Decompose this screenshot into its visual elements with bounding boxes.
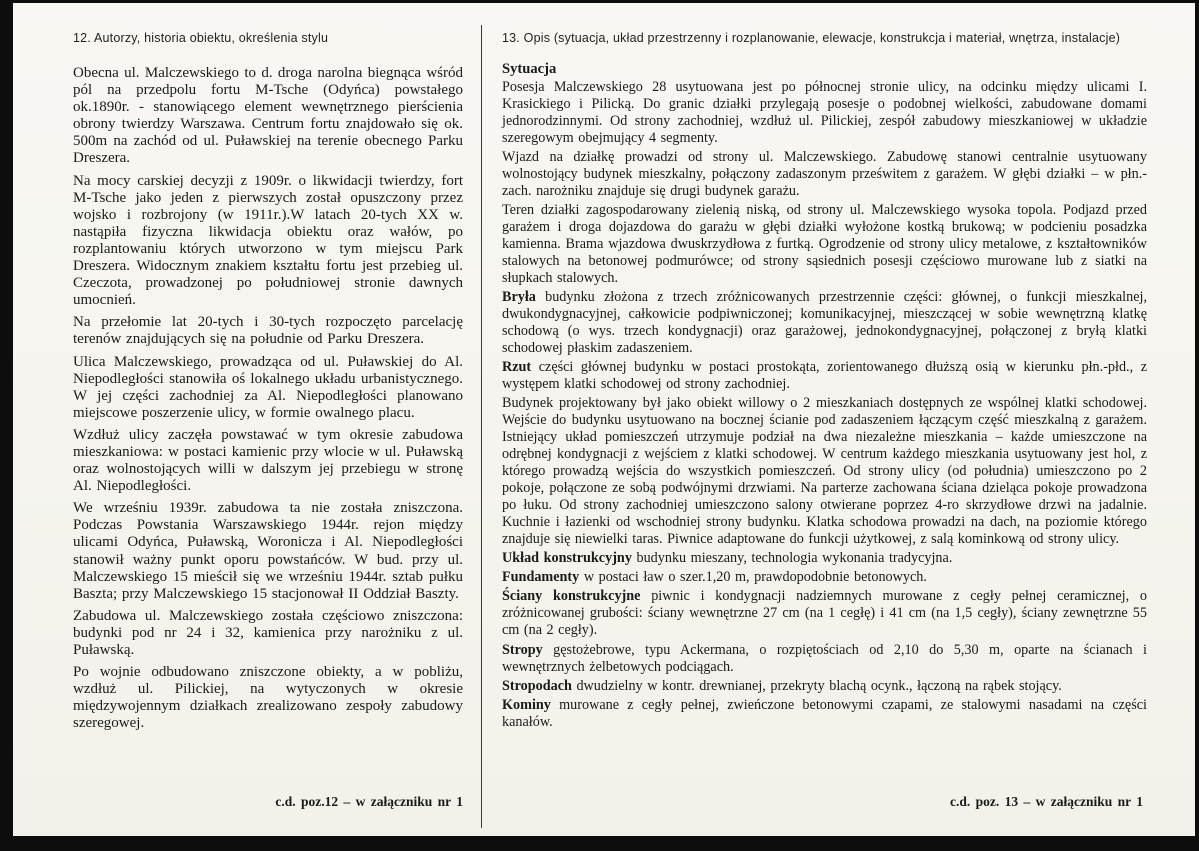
bold-lead: Bryła (502, 288, 536, 305)
bold-lead: Ściany konstrukcyjne (502, 588, 641, 605)
paragraph: Wjazd na działkę prowadzi od strony ul. Malczewskiego. Zabudowę stanowi centralnie usytuowany wolnostojący budynek mieszkalny, połączony zadaszonym prześwitem z garażem. W głębi działki – w płn.-zach. narożniku znajduje się drugi budynek garażu. (502, 148, 1147, 199)
paragraph: Obecna ul. Malczewskiego to d. droga narolna biegnąca wśród pól na przedpolu fortu M-Tsche (Odyńca) powstałego ok.1890r. - stanowiącego element wewnętrznego pierścienia obrony twierdzy Warszawa. Centrum fortu znajdowało się ok. 500m na zachód od ul. Puławskiej na terenie obecnego Parku Dreszera. (73, 65, 463, 167)
paragraph: Budynek projektowany był jako obiekt willowy o 2 mieszkaniach dostępnych ze wspólnej klatki schodowej. Wejście do budynku usytuowano na bocznej ścianie pod zadaszeniem łączącym część mieszkalną z garażem. Istniejący układ pomieszczeń utrzymuje podział na dwa niezależne mieszkania – każde umieszczone na odrębnej kondygnacji z wejściem z klatki schodowej. W centrum każdego mieszkania usytuowany jest hol, z którego prowadzą wejścia do wszystkich pomieszczeń. Od strony ulicy (od południa) umieszczono po 2 pokoje, połączone ze sobą podwójnymi drzwiami. Na parterze zachowana ściana dzieląca pokoje prowadzona po łuku. Od strony zachodniej umieszczono salony otwierane poprzez 4-ro skrzydłowe drzwi na jadalnie. Kuchnie i łazienki od wschodniej strony budynku. Klatka schodowa prowadzi na dach, na poziomie którego znajduje się niewielki taras. Piwnice adaptowane do funkcji użytkowej, z salą kominkową od strony ulicy. (502, 395, 1147, 548)
subsection-heading (502, 61, 1147, 79)
left-column (73, 31, 481, 824)
paragraph: Ściany konstrukcyjne piwnic i kondygnacji nadziemnych murowane z cegły pełnej ceramicznej, o zróżnicowanej grubości: ściany wewnętrzne 27 cm (na 1 cegłę) i 41 cm (na 1,5 cegły), ściany zewnętrzne 55 cm (na 2 cegły). (502, 588, 1147, 639)
paragraph: Posesja Malczewskiego 28 usytuowana jest po północnej stronie ulicy, na odcinku między ulicami I. Krasickiego i Pilicką. Do granic działki przylegają posesje o podobnej wielkości, zabudowane domami jednorodzinnymi. Od strony zachodniej, wzdłuż ul. Pilickiej, zespół zabudowy mieszkaniowej w układzie szeregowym obejmujący 4 segmenty. (502, 78, 1147, 146)
right-paragraphs (502, 61, 1147, 794)
paragraph: Układ konstrukcyjny budynku mieszany, technologia wykonania tradycyjna. (502, 550, 953, 567)
bold-lead: Kominy (502, 696, 551, 713)
right-column (482, 31, 1147, 824)
bold-lead: Układ konstrukcyjny (502, 550, 632, 567)
right-section-header: 13. Opis (sytuacja, układ przestrzenny i rozplanowanie, elewacje, konstrukcja i materiał, wnętrza, instalacje) (502, 31, 1121, 45)
paragraph: Stropy gęstożebrowe, typu Ackermana, o rozpiętościach od 2,10 do 5,30 m, oparte na ścianach i wewnętrznych żelbetowych podciągach. (502, 641, 1147, 675)
left-section-header: 12. Autorzy, historia obiektu, określenia stylu (73, 31, 329, 45)
left-footer-note: c.d. poz.12 – w załączniku nr 1 (275, 794, 463, 809)
bold-lead: Fundamenty (502, 569, 580, 586)
paragraph: Rzut części głównej budynku w postaci prostokąta, zorientowanego dłuższą osią w kierunku płn.-płd., z występem klatki schodowej od strony zachodniej. (502, 359, 1147, 393)
bold-lead: Stropodach (502, 677, 572, 694)
page-content (13, 3, 1195, 836)
left-paragraphs (73, 65, 463, 794)
bold-lead: Sytuacja (502, 61, 557, 77)
paragraph: Stropodach dwudzielny w kontr. drewnianej, przekryty blachą ocynk., łączoną na rąbek stojący. (502, 677, 1062, 694)
bold-lead: Rzut (502, 359, 532, 375)
paragraph: Po wojnie odbudowano zniszczone obiekty, a w pobliżu, wzdłuż ul. Pilickiej, na wytyczonych w okresie międzywojennym działkach zrealizowano zespoły zabudowy szeregowej. (73, 664, 463, 732)
paragraph: Fundamenty w postaci ław o szer.1,20 m, prawdopodobnie betonowych. (502, 569, 927, 586)
paragraph: Na przełomie lat 20-tych i 30-tych rozpoczęto parcelację terenów znajdujących się na południe od Parku Dreszera. (73, 314, 463, 348)
paragraph: We wrześniu 1939r. zabudowa ta nie została zniszczona. Podczas Powstania Warszawskiego 1944r. rejon między ulicami Odyńca, Puławską, Woronicza i Al. Niepodległości stanowił ważny punkt oporu powstańców. W bud. przy ul. Malczewskiego 15 mieścił się we wrześniu 1944r. sztab pułku Baszta; przy Malczewskiego 15 stacjonował II Oddział Baszty. (73, 500, 463, 602)
paragraph: Teren działki zagospodarowany zielenią niską, od strony ul. Malczewskiego wysoka topola. Podjazd przed garażem i droga dojazdowa do garażu w głębi działki wyłożone kostką brukową; w podcieniu posadzka kamienna. Brama wjazdowa dwuskrzydłowa z furtką. Ogrodzenie od strony ulicy metalowe, z kształtowników stalowych na betonowej podmurówce; od strony sąsiednich posesji częściowo murowane lub z siatki na słupkach stalowych. (502, 201, 1147, 286)
right-footer-note: c.d. poz. 13 – w załączniku nr 1 (949, 794, 1143, 809)
bold-lead: Stropy (502, 641, 543, 658)
paragraph: Zabudowa ul. Malczewskiego została częściowo zniszczona: budynki pod nr 24 i 32, kamienica przy narożniku z ul. Puławską. (73, 607, 463, 658)
paragraph: Bryła budynku złożona z trzech zróżnicowanych przestrzennie części: głównej, o funkcji mieszkalnej, dwukondygnacyjnej, całkowicie podpiwniczonej; komunikacyjnej, mieszczącej w sobie wewnętrzną klatkę schodową (o wys. trzech kondygnacji) oraz garażowej, jednokondygnacyjnej, połączonej z bryłą klatki schodowej płaskim zadaszeniem. (502, 288, 1147, 356)
paragraph: Kominy murowane z cegły pełnej, zwieńczone betonowymi czapami, ze stalowymi nasadami na części kanałów. (502, 696, 1147, 730)
paragraph: Wzdłuż ulicy zaczęła powstawać w tym okresie zabudowa mieszkaniowa: w postaci kamienic przy wlocie w ul. Puławską oraz wolnostojących willi w dalszym jej przebiegu w stronę Al. Niepodległości. (73, 426, 463, 495)
paragraph: Na mocy carskiej decyzji z 1909r. o likwidacji twierdzy, fort M-Tsche jako jeden z pierwszych został opuszczony przez wojsko i rozbrojony (w 1911r.).W latach 20-tych XX w. nastąpiła fizyczna likwidacja obiektu oraz wałów, po rozplantowaniu których utworzono w tym miejscu Park Dreszera. Widocznym znakiem kształtu fortu jest przebieg ul. Czeczota, prowadzonej po południowej stronie dawnych umocnień. (73, 172, 463, 309)
paragraph: Ulica Malczewskiego, prowadząca od ul. Puławskiej do Al. Niepodległości stanowiła oś lokalnego układu urbanistycznego. W jej części zachodniej za Al. Niepodległości planowano miejscowe poszerzenie ulicy, w formie owalnego placu. (73, 353, 463, 421)
